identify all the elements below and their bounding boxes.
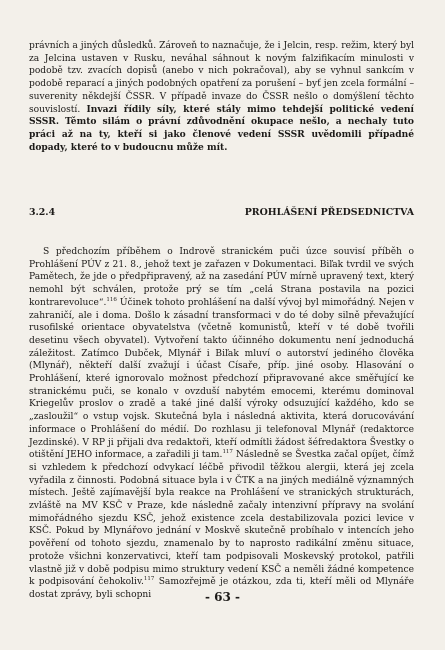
paragraph-intro xyxy=(29,40,414,154)
section-title: PROHLÁŠENÍ PŘEDSEDNICTVA xyxy=(244,207,414,218)
footnote-ref-117b: 117 xyxy=(143,576,155,583)
paragraph-intro-bold: Invazi řídily síly, které stály mimo tehdejší politické vedení SSSR. Těmto silám o právní zdůvodnění okupace nešlo, a nechaly tuto práci až na ty, kteří si jako členové vedení SSSR uvědomili případné dopady, které to v budoucnu může mít. xyxy=(29,103,414,153)
body-text-2: Účinek tohoto prohlášení na další vývoj byl mimořádný. Nejen v zahraničí, ale i doma. Došlo k zásadní transformaci v do té doby silně převažující rusofilské orientace obyvatelstva (včetně komunistů, kteří v té době tvořili desetinu všech obyvatel). Vytvoření takto účinného dokumentu není jednoduchá záležitost. Zatímco Dubček, Mlynář i Biľak mluví o autorství jediného člověka (Mlynář), někteří další zvažují i účast Císaře, příp. jiné osoby. Hlasování o Prohlášení, které ignorovalo možnost předchozí připravované akce směřující ke stranickému puči, se konalo v ovzduší nabytém emocemi, kterému dominoval Kriegelův proslov o zradě a také jiné další výroky odsuzující každého, kdo se „zasloužil“ o vstup vojsk. Skutečná byla i následná aktivita, která dorucovávání informace o Prohlášení do médií. Do rozhlasu ji telefonoval Mlynář (redaktorce Jezdinské). V RP ji přijali dva redaktoři, kteří odmítli žádost šéfredaktora Švestky o otištění JEHO informace, a zařadili ji tam. xyxy=(29,297,414,461)
page-number: - 63 - xyxy=(204,590,240,604)
section-heading xyxy=(29,207,414,218)
paragraph-intro-regular: právních a jiných důsledků. Zároveň to naznačuje, že i Jelcin, resp. režim, který byl za Jelcina ustaven v Rusku, neváhal sáhnout k novým falzifikacím minulosti v podobě tzv. zvacích dopisů (anebo v nich pokračoval), aby se vyhnul sankcím v podobě reparací a jiných podobných opatření za porušení – byť jen zcela formální – suverenity někdejší ČSSR. V případě invaze do ČSSR nešlo o domýšlení těchto souvislostí. xyxy=(29,41,414,115)
paragraph-body xyxy=(29,246,414,602)
body-text-3: Následně se Švestka začal opíjet, čímž si vzhledem k předchozí odvykací léčbě přivodil těžkou alergii, která jej zcela vyřadila z činnosti. Podobná situace byla i v ČTK a na jiných mediálně významných místech. Ještě zajímavější byla reakce na Prohlášení ve stranických strukturách, zvláště na MV KSČ v Praze, kde následně začaly intenzivní přípravy na svolání mimořádného sjezdu KSČ, jehož existence zcela destabilizovala pozici levice v KSČ. Pokud by Mlynářovo jednání v Moskvě skutečně probíhalo v intencích jeho pověření od tohoto sjezdu, znamenalo by to naprosto radikální změnu situace, protože všichni konzervativci, kteří tam podpisovali Moskevský protokol, patřili vlastně již v době podpisu mimo struktury vedení KSČ a neměli žádné kompetence k podpisování čehokoliv. xyxy=(29,450,415,588)
body-text-4: Samozřejmě je otázkou, zda ti, kteří měli od Mlynáře dostat zprávy, byli schopni xyxy=(29,577,414,600)
section-number: 3.2.4 xyxy=(29,207,56,218)
footnote-ref-116: 116 xyxy=(106,296,117,303)
body-text-1: S předchozím příběhem o Indrově stranickém puči úzce souvisí příběh o Prohlášení PÚV z 21. 8., jehož text je zařazen v Dokumentaci. Biľak tvrdil ve svých Pamětech, že jde o předpřipravený, až na zasedání PÚV mírně upravený text, který nemohl být schválen, protože prý se tím „celá Strana postavila na pozici kontrarevoluce“. xyxy=(29,247,414,308)
footnote-ref-117a: 117 xyxy=(222,449,233,456)
